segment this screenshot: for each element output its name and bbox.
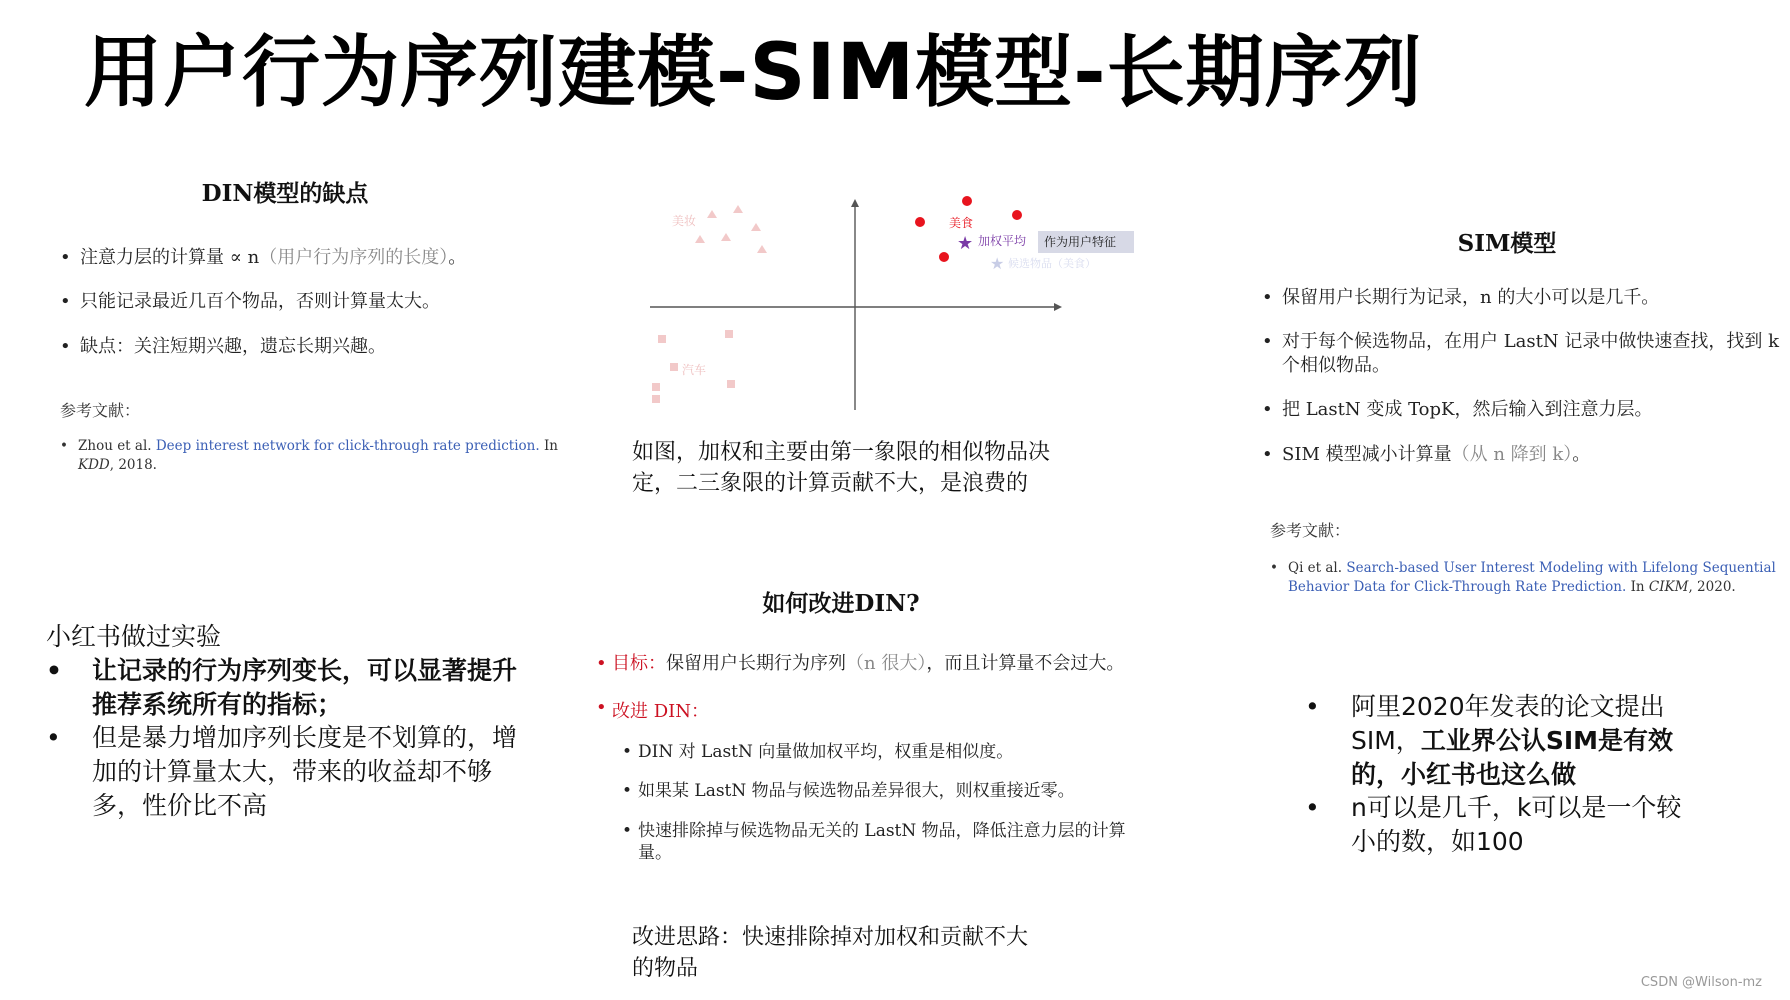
sim-bullet-item: • 对于每个候选物品，在用户 LastN 记录中做快速查找，找到 k 个相似物品。 <box>1262 330 1782 377</box>
improve-label: 改进 DIN： <box>612 701 710 723</box>
improve-sub-item: • DIN 对 LastN 向量做加权平均，权重是相似度。 <box>622 741 1156 763</box>
beauty-label: 美妆 <box>672 214 697 228</box>
candidate-star-icon: ★ <box>990 254 1005 273</box>
x-axis-arrow <box>1054 303 1062 311</box>
sim-model-panel <box>1262 225 1782 597</box>
weighted-avg-star-icon: ★ <box>957 233 974 254</box>
user-feature-label: 作为用户特征 <box>1044 235 1117 249</box>
chart-caption: 如图，加权和主要由第一象限的相似物品决定，二三象限的计算贡献不大，是浪费的 <box>632 440 1051 496</box>
din-bullet-item: • 注意力层的计算量 ∝ n（用户行为序列的长度）。 <box>60 246 570 269</box>
ali-note-item: • n可以是几千，k可以是一个较小的数，如100 <box>1305 791 1705 859</box>
sim-bullet-item: • 把 LastN 变成 TopK，然后输入到注意力层。 <box>1262 398 1782 421</box>
ghost-points <box>652 205 767 403</box>
xhs-note-item: • 让记录的行为序列变长，可以显著提升推荐系统所有的指标； <box>46 654 541 722</box>
din-ref-heading: 参考文献： <box>60 401 141 421</box>
xhs-note-item: • 但是暴力增加序列长度是不划算的，增加的计算量太大，带来的收益却不够多，性价比不高 <box>46 721 541 822</box>
y-axis-arrow <box>851 199 859 207</box>
goal-line: • 目标：保留用户长期行为序列（n 很大），而且计算量不会过大。 <box>596 653 1125 674</box>
watermark: CSDN @Wilson-mz <box>1640 975 1762 990</box>
din-bullet-item: • 缺点：关注短期兴趣，遗忘长期兴趣。 <box>60 335 570 358</box>
improve-line: • 改进 DIN： <box>596 697 710 723</box>
improve-din-panel <box>596 585 1156 881</box>
improve-idea: 改进思路：快速排除掉对加权和贡献不大的物品 <box>632 925 1029 981</box>
sim-ref-heading: 参考文献： <box>1270 520 1351 540</box>
din-heading: DIN模型的缺点 <box>201 180 369 207</box>
slide-title: 用户行为序列建模-SIM模型-长期序列 <box>84 28 1423 118</box>
improve-heading: 如何改进DIN? <box>762 590 920 617</box>
din-reference: • Zhou et al. Deep interest network for click-through rate prediction. In KDD, 2018. <box>60 437 568 475</box>
ali-note-list <box>1305 690 1705 859</box>
sim-bullet-item: • SIM 模型减小计算量（从 n 降到 k）。 <box>1262 443 1782 466</box>
ali-note-item: • 阿里2020年发表的论文提出SIM，工业界公认SIM是有效的，小红书也这么做 <box>1305 690 1705 791</box>
food-label: 美食 <box>949 216 974 230</box>
sim-bullet-list <box>1262 286 1782 466</box>
improve-sub-item: • 快速排除掉与候选物品无关的 LastN 物品，降低注意力层的计算量。 <box>622 820 1156 864</box>
din-bullet-list <box>60 246 570 358</box>
improve-sub-item: • 如果某 LastN 物品与候选物品差异很大，则权重接近零。 <box>622 780 1156 802</box>
weighted-avg-label: 加权平均 <box>978 234 1027 248</box>
improve-sub-list <box>622 741 1156 863</box>
sim-bullet-item: • 保留用户长期行为记录，n 的大小可以是几千。 <box>1262 286 1782 309</box>
goal-label: 目标： <box>612 653 666 674</box>
car-label: 汽车 <box>682 363 707 377</box>
din-bullet-item: • 只能记录最近几百个物品，否则计算量太大。 <box>60 290 570 313</box>
din-ref-link[interactable]: Deep interest network for click-through rate prediction. <box>155 438 540 455</box>
din-drawbacks-panel <box>60 175 570 475</box>
xhs-note-list <box>46 654 541 823</box>
sim-heading: SIM模型 <box>1457 230 1557 257</box>
xhs-note-heading: 小红书做过实验 <box>46 622 222 651</box>
ali-sim-note <box>1305 690 1705 859</box>
xhs-experiment-note <box>46 620 541 823</box>
sim-ref-link[interactable]: Search-based User Interest Modeling with Lifelong Sequential Behavior Data for Click-Through Rate Prediction. <box>1288 559 1776 595</box>
candidate-label: 候选物品（美食） <box>1008 257 1096 270</box>
similarity-scatter-illustration <box>630 185 1150 425</box>
sim-reference: • Qi et al. Search-based User Interest Modeling with Lifelong Sequential Behavior Data for Click-Through Rate Prediction. In CIKM, 2020. <box>1270 559 1778 597</box>
